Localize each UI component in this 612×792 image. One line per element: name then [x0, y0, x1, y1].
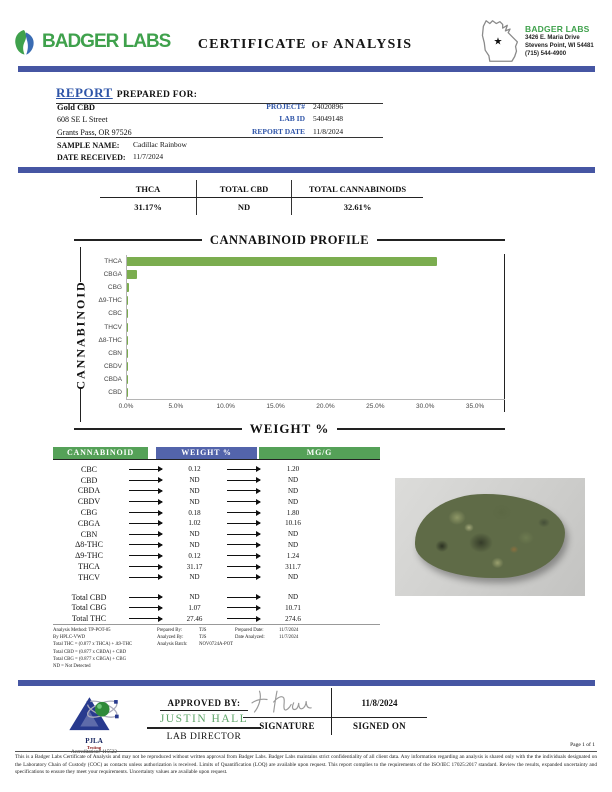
mgg-value: ND: [287, 530, 299, 539]
prep-label2: Prepared Date:: [235, 628, 264, 633]
chart-title-row: [74, 233, 505, 247]
chart-xlabel-row: [74, 422, 505, 436]
results-totals: [53, 592, 380, 624]
chart-row: [88, 268, 505, 281]
cannabinoid-name: Δ8-THC: [75, 540, 103, 550]
weight-value: ND: [189, 530, 200, 539]
chart-row: [88, 360, 505, 373]
summary-header-cell: TOTAL CANNABINOIDS: [308, 184, 407, 194]
chart-bar-track: [126, 347, 505, 360]
chart-category-label: CBD: [108, 388, 122, 396]
right-arrow-icon: [125, 544, 166, 545]
method-line: Analysis Method: TP-POT-05: [53, 628, 111, 633]
divider-bar-mid: [18, 167, 595, 173]
meta-value: 24020896: [313, 102, 343, 111]
results-table: [53, 447, 380, 624]
prep-label2: Date Analyzed:: [235, 635, 265, 641]
header-mgg: MG/G: [259, 447, 380, 459]
signature-cell: [243, 688, 332, 718]
sample-name-label: SAMPLE NAME:: [57, 141, 120, 150]
chart-border-line: [337, 428, 505, 429]
chart-category-label: CBDV: [103, 362, 122, 370]
pjla-testing-label: Testing: [86, 745, 102, 751]
weight-value: ND: [189, 540, 200, 549]
chart-bar-track: [126, 334, 505, 347]
cannabinoid-profile-chart: [74, 233, 505, 436]
cannabinoid-name: CBC: [80, 464, 97, 474]
chart-bar: [127, 388, 128, 397]
right-arrow-icon: [223, 618, 264, 619]
report-meta: [235, 101, 353, 138]
chart-y-axis: [74, 247, 88, 422]
meta-row: [235, 101, 353, 113]
divider-bar-top: [18, 66, 595, 72]
prep-label: Analyzed By:: [157, 635, 184, 641]
summary-value-cell: ND: [197, 198, 292, 215]
divider-bar-bottom: [18, 680, 595, 686]
lab-address-block: [476, 16, 606, 66]
cannabinoid-name: THCV: [78, 572, 100, 582]
right-arrow-icon: [125, 566, 166, 567]
method-line: ND = Not Detected: [53, 663, 91, 669]
chart-row: [88, 373, 505, 386]
table-row: [53, 529, 380, 540]
chart-bar-track: [126, 386, 505, 399]
cannabinoid-name: CBGA: [77, 518, 101, 528]
chart-row: [88, 320, 505, 333]
chart-row: [88, 334, 505, 347]
title-of: OF: [311, 39, 330, 51]
results-rows: [53, 464, 380, 583]
chart-border-line: [504, 254, 505, 412]
chart-bar: [127, 336, 128, 345]
table-row: [53, 507, 380, 518]
right-arrow-icon: [223, 534, 264, 535]
weight-value: 0.18: [188, 508, 201, 517]
chart-row: [88, 255, 505, 268]
summary-header-row: [100, 180, 423, 198]
title-part1: CERTIFICATE: [197, 37, 307, 52]
table-row: [53, 540, 380, 551]
prep-value2: 11/7/2024: [279, 628, 299, 633]
right-arrow-icon: [223, 501, 264, 502]
title-part2: ANALYSIS: [333, 37, 413, 52]
method-lines: [53, 627, 157, 670]
weight-value: ND: [189, 476, 200, 485]
chart-bar: [127, 270, 137, 279]
table-row: [53, 486, 380, 497]
chart-bar-track: [126, 360, 505, 373]
approver-role: LAB DIRECTOR: [166, 732, 242, 742]
method-footnotes: [53, 624, 380, 670]
client-address2: Grants Pass, OR 97526: [57, 127, 132, 137]
chart-category-label: THCA: [104, 258, 122, 266]
client-address1: 608 SE L Street: [57, 115, 108, 125]
chart-row: [88, 386, 505, 399]
chart-bar-track: [126, 320, 505, 333]
stevens-point-star: ★: [493, 36, 503, 48]
mgg-value: ND: [287, 486, 299, 495]
badger-leaf-icon: [12, 28, 38, 56]
chart-title: CANNABINOID PROFILE: [209, 232, 370, 247]
table-row: [53, 550, 380, 561]
right-arrow-icon: [223, 512, 264, 513]
chart-category-label: CBN: [108, 349, 122, 357]
x-axis-tick-label: 25.0%: [366, 403, 385, 411]
page-number: Page 1 of 1: [570, 742, 595, 748]
approver-name: JUSTIN HALL: [159, 713, 249, 725]
date-received-label: DATE RECEIVED:: [57, 152, 126, 162]
cannabinoid-name: CBG: [80, 508, 98, 518]
total-name: Total CBD: [71, 592, 107, 602]
chart-bar: [127, 362, 128, 371]
sample-photo: [395, 478, 585, 596]
right-arrow-icon: [223, 490, 264, 491]
mgg-value: 10.16: [285, 519, 301, 528]
chart-bar: [127, 323, 128, 332]
right-arrow-icon: [125, 597, 166, 598]
prep-label: Analysis Batch:: [157, 642, 188, 648]
client-block: [57, 101, 132, 139]
cannabinoid-name: CBN: [80, 529, 98, 539]
right-arrow-icon: [223, 566, 264, 567]
chart-bar: [127, 257, 437, 266]
prep-row: [157, 627, 319, 634]
lab-address2: Stevens Point, WI 54481: [525, 43, 594, 50]
x-axis-tick-label: 30.0%: [415, 403, 435, 411]
total-weight-value: 1.07: [188, 603, 201, 612]
right-arrow-icon: [125, 490, 166, 491]
lab-name: BADGER LABS: [525, 24, 590, 34]
total-name: Total THC: [71, 614, 107, 624]
table-row: [53, 496, 380, 507]
chart-category-label: CBG: [107, 284, 122, 292]
chart-row: [88, 294, 505, 307]
table-total-row: [53, 613, 380, 624]
cannabinoid-name: THCA: [78, 562, 100, 572]
x-axis-tick-label: 0.0%: [118, 403, 134, 411]
sample-name-row: [57, 140, 187, 152]
chart-bar: [127, 375, 128, 384]
chart-border-line: [74, 239, 202, 240]
y-axis-title: CANNABINOID: [73, 279, 87, 390]
chart-row: [88, 347, 505, 360]
meta-label: LAB ID: [279, 114, 305, 124]
right-arrow-icon: [223, 555, 264, 556]
table-row: [53, 561, 380, 572]
method-line: By HPLC-VWD: [53, 635, 86, 641]
right-arrow-icon: [223, 577, 264, 578]
chart-bar: [127, 349, 128, 358]
pjla-logo-icon: [62, 690, 126, 732]
right-arrow-icon: [125, 523, 166, 524]
chart-bar-track: [126, 294, 505, 307]
summary-value-cell: 31.17%: [100, 198, 197, 215]
cannabis-bud-image: [415, 494, 565, 578]
right-arrow-icon: [125, 501, 166, 502]
signature-block: [243, 688, 427, 735]
brand-text: BADGER LABS: [42, 31, 171, 52]
mgg-value: 1.24: [286, 551, 300, 560]
date-received-value: 11/7/2024: [133, 151, 164, 161]
handwritten-signature: [248, 687, 326, 717]
chart-bar: [127, 296, 128, 305]
chart-bar-track: [126, 268, 505, 281]
right-arrow-icon: [125, 607, 166, 608]
chart-body: [74, 247, 505, 422]
prep-info: [157, 627, 319, 670]
right-arrow-icon: [223, 607, 264, 608]
method-line: Total CBG = (0.877 x CBGA) + CBG: [53, 656, 127, 662]
right-arrow-icon: [125, 534, 166, 535]
cannabinoid-name: CBDA: [77, 486, 101, 496]
x-axis-tick-label: 20.0%: [316, 403, 335, 411]
cannabinoid-name: Δ9-THC: [75, 551, 103, 561]
mgg-value: 1.80: [286, 508, 300, 517]
header-weight: WEIGHT %: [156, 447, 257, 459]
meta-label: PROJECT#: [266, 102, 305, 111]
table-row: [53, 464, 380, 475]
right-arrow-icon: [223, 523, 264, 524]
chart-category-label: CBC: [108, 310, 122, 318]
date-received-row: [57, 152, 187, 164]
weight-value: 31.17: [186, 562, 203, 571]
chart-rows: [88, 255, 505, 399]
chart-row: [88, 281, 505, 294]
potency-summary-table: [100, 180, 423, 215]
right-arrow-icon: [125, 555, 166, 556]
total-weight-value: ND: [189, 593, 200, 602]
right-arrow-icon: [223, 469, 264, 470]
chart-category-label: Δ8-THC: [98, 336, 122, 344]
mgg-value: 311.7: [285, 562, 301, 571]
pjla-accreditation-logo: [50, 690, 138, 755]
weight-value: ND: [189, 573, 200, 582]
prep-label: Prepared By:: [157, 628, 183, 633]
chart-category-label: CBGA: [103, 271, 122, 279]
prep-value: TJS: [199, 628, 207, 633]
right-arrow-icon: [125, 577, 166, 578]
total-name: Total CBG: [71, 603, 107, 613]
meta-label: REPORT DATE: [251, 126, 305, 136]
right-arrow-icon: [125, 618, 166, 619]
summary-header-cell: TOTAL CBD: [197, 180, 292, 197]
mgg-value: ND: [287, 476, 299, 485]
summary-header-cell: THCA: [100, 180, 197, 197]
wisconsin-map-icon: [476, 16, 522, 66]
badger-labs-logo: [12, 28, 170, 56]
sample-name-value: Cadillac Rainbow: [133, 140, 187, 149]
footer-disclaimer: This is a Badger Labs Certificate of Analysis and may not be reproduced without written approval from Badger Labs. Badger Labs maintains strict confidentiality of all client data. Any information regarding an analysis is shared only with the the individuals designated on the Laboratory Chain of Custody (COC) as contacts unless authorization is received. Limits of Quantification (LOQ) are available upon request. This report complies to the requirements of the ISO/IEC 17025:2017 standard. Review the results, expanded uncertainty and specifications to ensure they meet your requirements. Uncertainty values are available upon request.: [15, 751, 597, 777]
summary-value-row: [100, 198, 423, 215]
chart-bar-track: [126, 373, 505, 386]
weight-value: 1.02: [188, 519, 201, 528]
chart-bar: [127, 309, 128, 318]
pjla-name: PJLA: [85, 737, 103, 745]
chart-category-label: CBDA: [103, 375, 122, 383]
meta-row: [235, 113, 353, 125]
x-axis-tick-label: 35.0%: [465, 403, 485, 411]
x-axis-tick-label: 10.0%: [216, 403, 235, 411]
method-line: Total CBD = (0.877 x CBDA) + CBD: [53, 649, 127, 655]
client-name: Gold CBD: [57, 102, 96, 112]
report-word: REPORT: [56, 85, 113, 100]
y-axis-title-wrap: [73, 279, 88, 390]
prepared-for-word: PREPARED FOR:: [116, 90, 198, 100]
signed-date: 11/8/2024: [332, 688, 427, 718]
chart-x-axis: [118, 399, 505, 415]
chart-category-label: THCV: [104, 323, 122, 331]
weight-value: 0.12: [188, 551, 201, 560]
total-mgg-value: 10.71: [285, 603, 301, 612]
lab-phone: (715) 544-4900: [525, 51, 567, 58]
method-line: Total THC = (0.877 x THCA) + Δ9-THC: [53, 642, 133, 648]
chart-bar: [127, 283, 129, 292]
weight-value: 0.12: [188, 465, 201, 474]
x-axis-tick-label: 15.0%: [266, 403, 285, 411]
total-mgg-value: 274.6: [285, 614, 301, 623]
mgg-value: ND: [287, 540, 299, 549]
header-cannabinoid: CANNABINOID: [53, 447, 148, 459]
signature-label: SIGNATURE: [243, 718, 332, 735]
page-title: [150, 37, 460, 53]
chart-bar-track: [126, 255, 505, 268]
summary-value-cell: 32.61%: [343, 202, 372, 212]
meta-value: 54049148: [313, 114, 343, 124]
chart-row: [88, 307, 505, 320]
total-mgg-value: ND: [287, 593, 299, 602]
right-arrow-icon: [125, 512, 166, 513]
right-arrow-icon: [223, 597, 264, 598]
right-arrow-icon: [125, 469, 166, 470]
prep-row: [157, 641, 319, 648]
prep-value: NOV0724A-POT: [199, 642, 234, 648]
prep-value2: 11/7/2024: [279, 635, 299, 641]
table-total-row: [53, 592, 380, 603]
prep-row: [157, 634, 319, 641]
table-total-row: [53, 603, 380, 614]
chart-border-line: [80, 388, 81, 423]
cannabinoid-name: CBDV: [77, 497, 101, 507]
chart-bar-track: [126, 281, 505, 294]
x-axis-tick-label: 5.0%: [168, 403, 184, 411]
sample-info: [57, 140, 187, 163]
results-table-header: [53, 447, 380, 460]
x-axis-title: WEIGHT %: [249, 421, 330, 436]
chart-border-line: [74, 428, 242, 429]
prep-value: TJS: [199, 635, 207, 641]
chart-border-line: [80, 247, 81, 282]
signed-on-label: SIGNED ON: [353, 721, 406, 731]
chart-bar-track: [126, 307, 505, 320]
right-arrow-icon: [223, 544, 264, 545]
accreditation-number: Accreditation# 115522: [71, 750, 117, 756]
weight-value: ND: [189, 486, 200, 495]
report-divider-line: [56, 137, 383, 138]
cannabinoid-name: CBD: [80, 475, 98, 485]
chart-category-label: Δ9-THC: [98, 297, 122, 305]
weight-value: ND: [189, 497, 200, 506]
total-weight-value: 27.46: [186, 614, 203, 623]
table-row: [53, 572, 380, 583]
chart-border-line: [377, 239, 505, 240]
lab-address1: 3426 E. Maria Drive: [525, 35, 580, 41]
approved-by-label: APPROVED BY:: [160, 698, 249, 711]
mgg-value: ND: [287, 573, 299, 582]
mgg-value: ND: [287, 497, 299, 506]
mgg-value: 1.20: [286, 465, 300, 474]
table-row: [53, 518, 380, 529]
right-arrow-icon: [223, 480, 264, 481]
prep-value2: [279, 641, 319, 648]
table-row: [53, 475, 380, 486]
prep-label2: [235, 641, 279, 648]
right-arrow-icon: [125, 480, 166, 481]
meta-value: 11/8/2024: [313, 126, 344, 136]
